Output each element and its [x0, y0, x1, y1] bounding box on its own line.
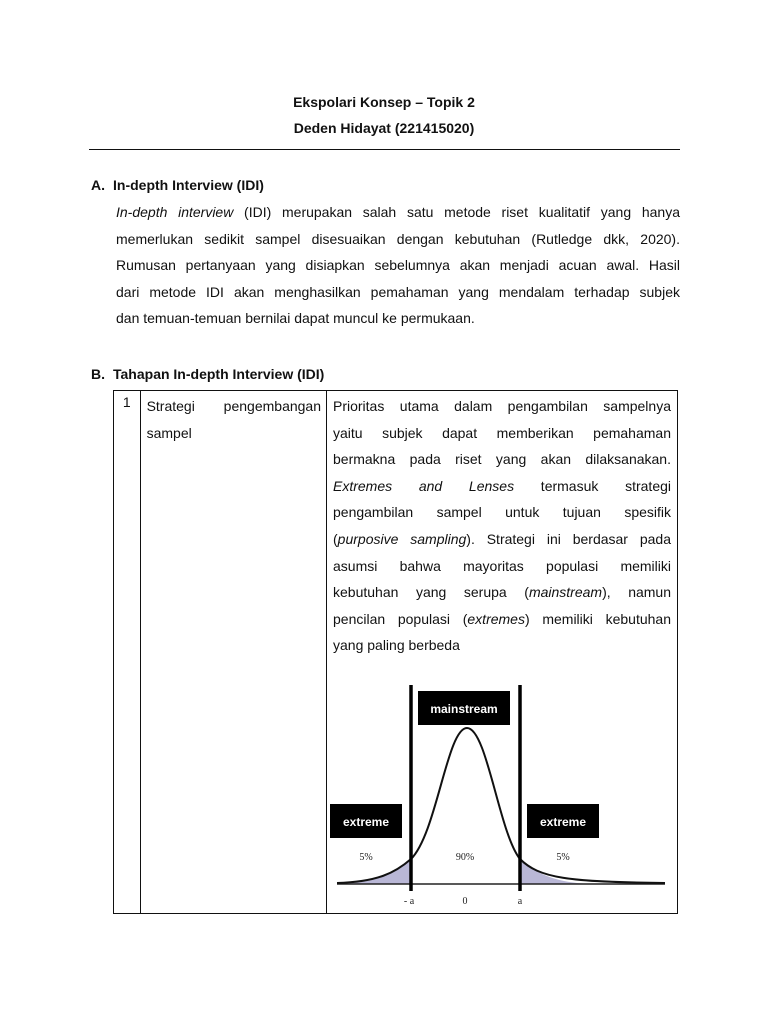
title-divider [89, 149, 680, 150]
section-a-paragraph [116, 199, 680, 332]
para-line-2: memerlukan sedikit sampel disesuaikan dengan kebutuhan (Rutledge dkk, 2020). [116, 230, 680, 247]
para-line-1-text: (IDI) merupakan salah satu metode riset kualitatif yang hanya [233, 204, 680, 220]
axis-right-label: a [517, 895, 523, 907]
desc-line-8-post: ), namun [602, 584, 672, 601]
para-line-1 [116, 199, 680, 226]
desc-italic-extremes-lenses: Extremes and Lenses [333, 477, 515, 494]
desc-line-6-post: ). Strategi ini berdasar pada [466, 530, 671, 547]
desc-line-8-pre: kebutuhan yang serupa ( [333, 584, 529, 601]
desc-line-4-rest: termasuk strategi [514, 477, 672, 494]
desc-line-1: Prioritas utama dalam pengambilan sampelnya [333, 398, 671, 414]
desc-italic-mainstream: mainstream [528, 584, 603, 601]
section-a-letter: A. [91, 177, 105, 193]
desc-line-9 [333, 606, 671, 633]
section-a-title: In-depth Interview (IDI) [113, 177, 264, 193]
desc-line-5: pengambilan sampel untuk tujuan spesifik [333, 504, 671, 521]
section-b-letter: B. [91, 366, 105, 382]
desc-line-4 [333, 473, 671, 500]
extreme-right-label: extreme [539, 814, 587, 829]
step-name-line-1: Strategi pengembangan [146, 398, 321, 414]
document-title: Ekspolari Konsep – Topik 2 [293, 94, 475, 110]
section-b-title: In-depth Interview (IDI) [173, 366, 325, 382]
desc-line-7: asumsi bahwa mayoritas populasi memiliki [333, 557, 671, 574]
step-name-line-2: sampel [146, 424, 192, 441]
desc-line-10: yang paling berbeda [333, 637, 460, 654]
mainstream-label: mainstream [430, 701, 498, 716]
section-b-heading [91, 366, 324, 382]
para-line-4: dari metode IDI akan menghasilkan pemahaman yang mendalam terhadap subjek [116, 283, 680, 300]
desc-line-3: bermakna pada riset yang akan dilaksanakan. [333, 451, 671, 468]
section-a-heading [91, 177, 264, 193]
table-row [114, 391, 678, 914]
step-number: 1 [114, 391, 141, 914]
desc-line-6-pre: ( [333, 530, 338, 547]
left-tail-shade [337, 859, 411, 884]
para-line-3: Rumusan pertanyaan yang disiapkan sebelumnya akan menjadi acuan awal. Hasil [116, 257, 680, 274]
section-b-title-prefix: Tahapan [113, 366, 174, 382]
pct-left-label: 5% [359, 851, 373, 863]
desc-line-6 [333, 526, 671, 553]
pct-right-label: 5% [556, 851, 570, 863]
step-name-cell [140, 391, 326, 914]
steps-table [113, 390, 678, 914]
axis-center-label: 0 [462, 895, 468, 907]
extremes-lenses-figure [327, 673, 677, 913]
document-author: Deden Hidayat (221415020) [293, 120, 475, 136]
desc-line-2: yaitu subjek dapat memberikan pemahaman [333, 424, 671, 441]
pct-center-label: 90% [455, 851, 475, 863]
extreme-left-label: extreme [342, 814, 390, 829]
desc-line-9-pre: pencilan populasi ( [333, 610, 468, 627]
desc-italic-purposive: purposive sampling [337, 530, 467, 547]
para-italic-term: In-depth interview [116, 204, 234, 220]
para-line-5: dan temuan-temuan bernilai dapat muncul ke permukaan. [116, 310, 475, 327]
axis-left-label: - a [403, 895, 415, 907]
step-description-cell [327, 391, 678, 914]
desc-line-8 [333, 579, 671, 606]
desc-italic-extremes: extremes [467, 610, 525, 627]
desc-line-9-post: ) memiliki kebutuhan [524, 610, 671, 627]
